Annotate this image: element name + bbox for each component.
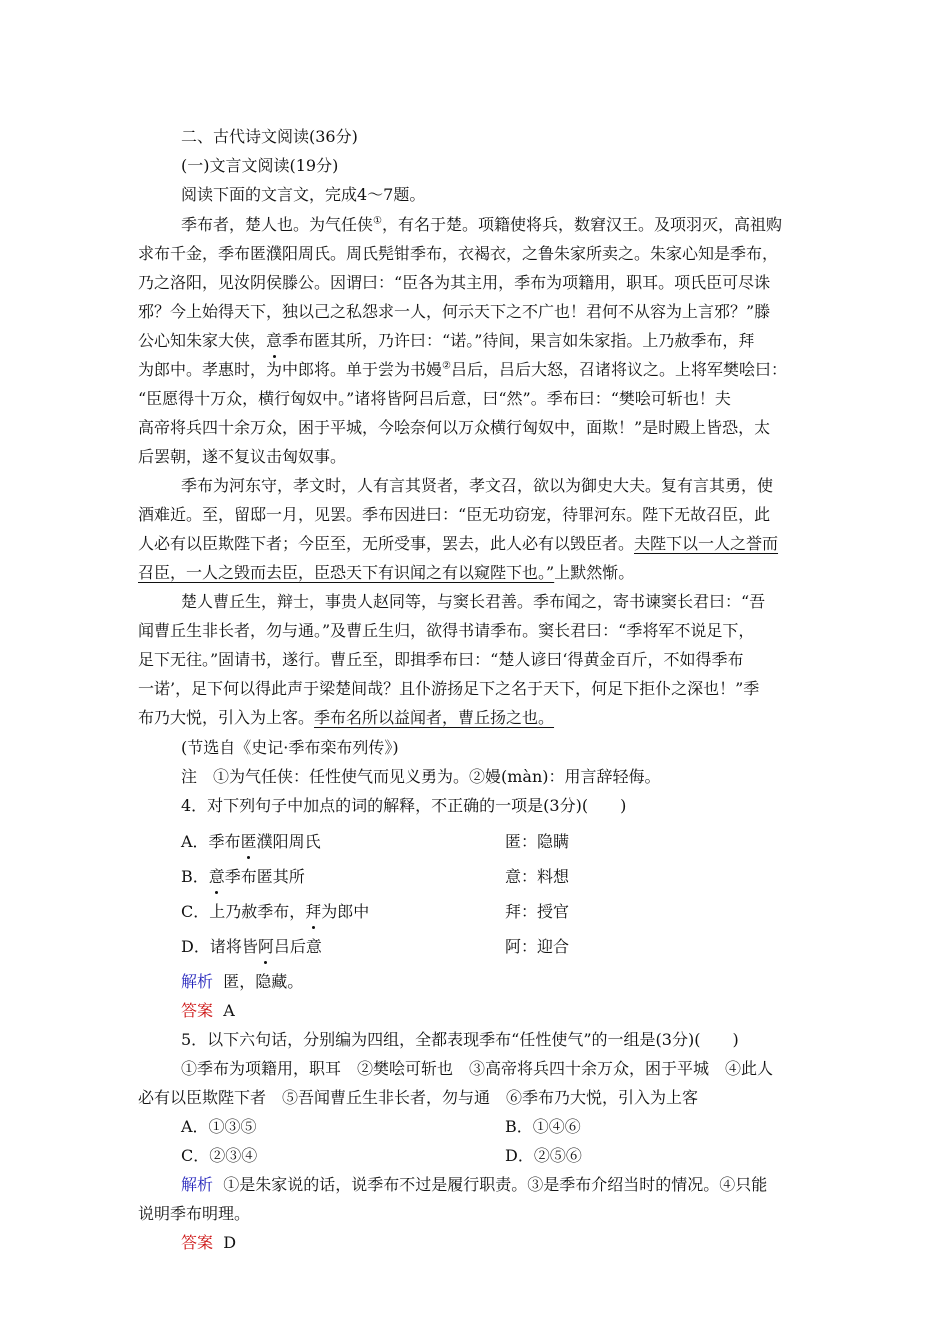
answer-text: D [223,1233,237,1252]
dotted-word: 阿 [258,932,274,961]
passage-line: 求布千金，季布匿濮阳周氏。周氏髡钳季布，衣褐衣，之鲁朱家所卖之。朱家心知是季布， [138,244,779,263]
footnotes: 注 ①为气任侠：任性使气而见义勇为。②嫚(màn)：用言辞轻侮。 [181,767,661,786]
dotted-word: 意 [209,862,225,891]
q4-analysis [181,967,861,996]
q4-option-b [181,862,305,891]
dotted-word: 匿 [241,827,257,856]
q5-statements: ①季布为项籍用，职耳 ②樊哙可斩也 ③高帝将兵四十余万众，困于平城 ④此人 [181,1059,774,1078]
option-text: 濮阳周氏 [256,832,321,851]
instruction-text: 阅读下面的文言文，完成4～7题。 [181,185,426,204]
q4-answer [181,996,861,1025]
question-4-stem: 4．对下列句子中加点的词的解释，不正确的一项是(3分)( ) [181,796,627,815]
passage-line [138,529,818,558]
answer-label: 答案 [181,1233,214,1252]
passage-line: “臣愿得十万众，横行匈奴中。”诸将皆阿吕后意，曰“然”。季布曰：“樊哙可斩也！夫 [138,389,731,408]
q4-option-a [181,827,321,856]
analysis-text: ①是朱家说的话，说季布不过是履行职责。③是季布介绍当时的情况。④只能 [223,1175,768,1194]
passage-text: 布乃大悦，引入为上客。 [138,708,315,727]
footnote-mark: ② [442,360,451,372]
passage-text: ，有名于楚。项籍使将兵，数窘汉王。及项羽灭，高祖购 [381,215,782,234]
footnote-mark: ① [373,215,382,227]
option-text: C．上乃赦季布， [181,902,306,921]
passage-line: 高帝将兵四十余万众，困于平城，今哙奈何以万众横行匈奴中，面欺！”是时殿上皆恐，太 [138,418,771,437]
passage-text: 人必有以臣欺陛下者；今臣至，无所受事，罢去，此人必有以毁臣者。 [138,534,635,553]
section-subheading: (一)文言文阅读(19分) [181,156,339,175]
q5-option-c: C．②③④ [181,1146,258,1165]
q5-option-d: D．②⑤⑥ [505,1146,582,1165]
passage-line: 一诺’，足下何以得此声于梁楚间哉？且仆游扬足下之名于天下，何足下拒仆之深也！”季 [138,679,760,698]
underlined-sentence: 夫陛下以一人之誉而 [634,534,779,553]
option-text: D．诸将皆 [181,937,258,956]
passage-text: 吕后，吕后大怒，召诸将议之。上将军樊哙曰： [450,360,787,379]
analysis-label: 解析 [181,1175,214,1194]
analysis-text: 匿，隐藏。 [223,972,304,991]
passage-line: 足下无往。”固请书，遂行。曹丘至，即揖季布曰：“楚人谚曰‘得黄金百斤，不如得季布 [138,650,744,669]
option-text: A．季布 [181,832,241,851]
passage-line [138,355,818,384]
passage-text: 为郎中。孝惠时，为中郎将。单于尝为书嫚 [138,360,443,379]
q5-option-a: A．①③⑤ [181,1117,257,1136]
q5-analysis [181,1170,861,1199]
passage-line: 闻曹丘生非长者，勿与通。”及曹丘生归，欲得书请季布。窦长君曰：“季将军不说足下， [138,621,755,640]
q5-option-b: B．①④⑥ [505,1117,581,1136]
answer-label: 答案 [181,1001,214,1020]
question-5-stem: 5．以下六句话，分别编为四组，全都表现季布“任性使气”的一组是(3分)( ) [181,1030,739,1049]
q4-gloss-a: 匿：隐瞒 [505,832,570,851]
dotted-word: 拜 [305,897,321,926]
passage-line [138,558,818,587]
passage-text: 季布者，楚人也。为气任侠 [181,215,374,234]
section-heading: 二、古代诗文阅读(36分) [181,127,358,146]
option-text: B． [181,867,209,886]
q4-gloss-d: 阿：迎合 [505,937,570,956]
passage-line: 季布为河东守，孝文时，人有言其贤者，孝文召，欲以为御史大夫。复有言其勇，使 [181,476,774,495]
q4-gloss-b: 意：料想 [505,867,570,886]
passage-text: 公心知朱家大侠， [138,331,267,350]
underlined-sentence: 季布名所以益闻者，曹丘扬之也。 [314,708,555,727]
option-text: 为郎中 [321,902,370,921]
passage-line: 邪？今上始得天下，独以己之私怨求一人，何示天下之不广也！君何不从容为上言邪？”滕 [138,302,771,321]
q5-answer [181,1228,861,1257]
q5-statements: 必有以臣欺陛下者 ⑤吾闻曹丘生非长者，勿与通 ⑥季布乃大悦，引入为上客 [138,1088,699,1107]
passage-text: 季布匿其所，乃许曰：“诺。”待间，果言如朱家指。上乃赦季布，拜 [282,331,755,350]
option-text: 季布匿其所 [224,867,305,886]
passage-line: 乃之洛阳，见汝阴侯滕公。因谓曰：“臣各为其主用，季布为项籍用，职耳。项氏臣可尽诛 [138,273,771,292]
passage-line [138,326,818,355]
dotted-word: 意 [266,326,282,355]
answer-text: A [223,1001,235,1020]
q4-option-c [181,897,369,926]
underlined-sentence: 召臣，一人之毁而去臣，臣恐天下有识闻之有以窥陛下也。” [138,563,555,582]
passage-line [181,210,861,239]
q5-analysis-cont: 说明季布明理。 [138,1204,251,1223]
passage-line: 后罢朝，遂不复议击匈奴事。 [138,447,347,466]
q4-gloss-c: 拜：授官 [505,902,570,921]
passage-line [138,703,818,732]
passage-line: 酒难近。至，留邸一月，见罢。季布因进曰：“臣无功窃宠，待罪河东。陛下无故召臣，此 [138,505,771,524]
option-text: 吕后意 [273,937,322,956]
passage-text: 上默然惭。 [554,563,635,582]
source-citation: (节选自《史记·季布栾布列传》) [181,738,399,757]
analysis-label: 解析 [181,972,214,991]
passage-line: 楚人曹丘生，辩士，事贵人赵同等，与窦长君善。季布闻之，寄书谏窦长君曰：“吾 [181,592,766,611]
q4-option-d [181,932,322,961]
